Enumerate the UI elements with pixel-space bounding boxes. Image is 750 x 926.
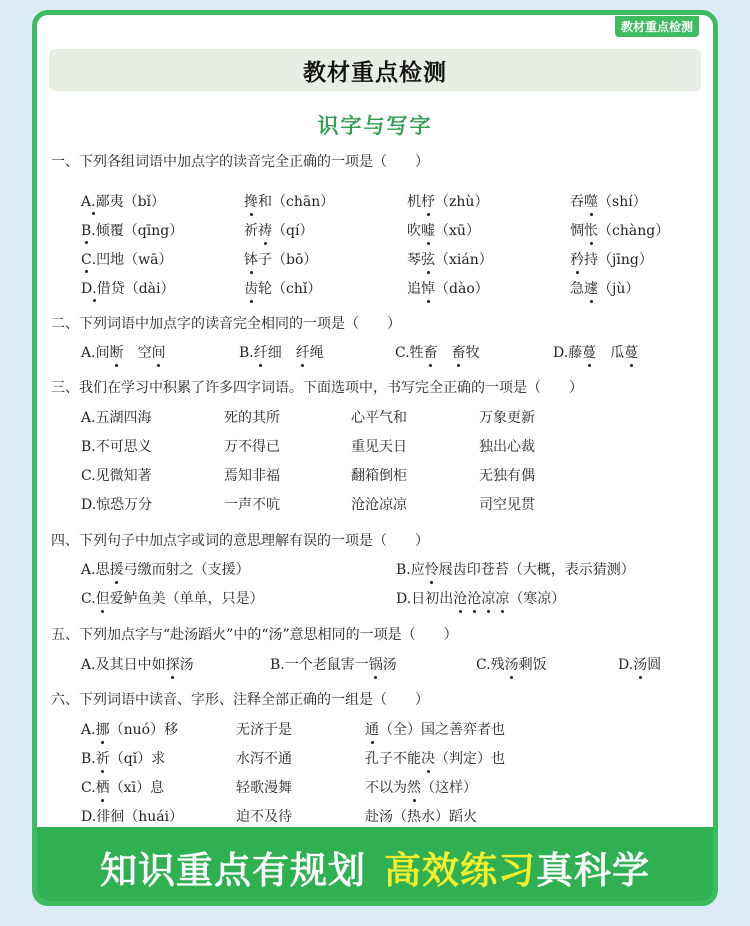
section-title: 识字与写字 (317, 114, 433, 138)
q4-b: B.应怜屐齿印苍苔（大概，表示猜测） (396, 559, 635, 579)
q6-d1: D.徘徊（huái） (81, 806, 183, 826)
q1-b4: 惆怅（chàng） (570, 220, 669, 240)
q3-a2: 死的其所 (224, 410, 280, 426)
q4-d: D.日初出沧沧凉凉（寒凉） (396, 588, 565, 608)
q2-c: C.牲畜 畜牧 (395, 342, 480, 362)
q5-a: A.及其日中如探汤 (81, 654, 194, 674)
q5-b: B.一个老鼠害一锅汤 (270, 654, 397, 674)
slogan-highlight: 高效练习 (384, 848, 536, 892)
q3-b1: B.不可思义 (81, 439, 152, 455)
q6-a2: 无济于是 (236, 722, 292, 738)
q4-stem: 四、下列句子中加点字或词的意思理解有误的一项是（ ） (51, 533, 429, 549)
q1-b1: B.倾覆（qīng） (81, 223, 184, 239)
q6-a1: A.挪（nuó）移 (81, 719, 178, 739)
q1-d3: 追悼（dào） (407, 278, 489, 298)
q6-b2: 水泻不通 (236, 751, 292, 767)
q5-stem: 五、下列加点字与“赴汤蹈火”中的“汤”意思相同的一项是（ ） (51, 627, 458, 643)
q3-c3: 翻箱倒柜 (351, 468, 407, 484)
q6-b3: 孔子不能决（判定）也 (365, 748, 505, 768)
q2-b: B.纤细 纤绳 (239, 342, 324, 362)
q4-c: C.但爱鲈鱼美（单单，只是） (81, 588, 264, 608)
q2-a: A.间断 空间 (81, 342, 166, 362)
q3-a3: 心平气和 (351, 410, 407, 426)
q3-c1: C.见微知著 (81, 468, 152, 484)
q5-c: C.残汤剩饭 (476, 654, 547, 674)
slogan-part-1: 知识重点有规划 (100, 848, 366, 892)
q1-c2: 钵子（bō） (244, 249, 317, 269)
q1-d4: 急遽（jù） (570, 278, 639, 298)
worksheet-card (32, 10, 718, 906)
q6-c3: 不以为然（这样） (365, 777, 477, 797)
q1-a3: 机杼（zhù） (407, 191, 488, 211)
q1-d1: D.借贷（dài） (81, 281, 175, 297)
q1-a4: 吞噬（shí） (570, 191, 647, 211)
q3-b2: 万不得已 (224, 439, 280, 455)
q1-b2: 祈祷（qí） (244, 220, 313, 240)
q2-stem: 二、下列词语中加点字的读音完全相同的一项是（ ） (51, 316, 401, 332)
q6-stem: 六、下列词语中读音、字形、注释全部正确的一组是（ ） (51, 692, 429, 708)
q4-a: A.思援弓缴而射之（支援） (81, 559, 250, 579)
q3-a1: A.五湖四海 (81, 410, 152, 426)
q2-d: D.藤蔓 瓜蔓 (553, 342, 638, 362)
q6-d2: 迫不及待 (236, 809, 292, 825)
q1-b3: 吹嘘（xū） (407, 220, 480, 240)
q1-a2: 搀和（chān） (244, 191, 334, 211)
q6-a3: 通（全）国之善弈者也 (365, 719, 505, 739)
q1-c3: 琴弦（xián） (407, 249, 493, 269)
q6-b1: B.祈（qǐ）求 (81, 748, 165, 768)
q6-d3: 赴汤（热水）蹈火 (365, 806, 477, 826)
q3-d1: D.惊恐万分 (81, 497, 153, 513)
q3-b3: 重见天日 (351, 439, 407, 455)
header-title: 教材重点检测 (303, 59, 447, 86)
header-bar (49, 49, 701, 91)
q3-c4: 无独有偶 (479, 468, 535, 484)
q3-d2: 一声不吭 (224, 497, 280, 513)
q3-b4: 独出心裁 (479, 439, 535, 455)
q1-c4: 矜持（jīng） (570, 249, 653, 269)
q3-d4: 司空见贯 (479, 497, 535, 513)
slogan-banner (37, 827, 713, 906)
q6-c2: 轻歌漫舞 (236, 780, 292, 796)
slogan-part-3: 真科学 (536, 848, 650, 892)
q1-d2: 齿轮（chǐ） (244, 278, 321, 298)
q1-c1: C.凹地（wā） (81, 252, 173, 268)
q3-c2: 焉知非福 (224, 468, 280, 484)
corner-tag: 教材重点检测 (615, 16, 699, 37)
q1-a1: A.鄙夷（bǐ） (81, 194, 166, 210)
q3-stem: 三、我们在学习中积累了许多四字词语。下面选项中，书写完全正确的一项是（ ） (51, 380, 583, 396)
q3-a4: 万象更新 (479, 410, 535, 426)
q5-d: D.汤圆 (618, 654, 661, 674)
q6-c1: C.栖（xī）息 (81, 777, 164, 797)
q3-d3: 沧沧凉凉 (351, 497, 407, 513)
q1-stem: 一、下列各组词语中加点字的读音完全正确的一项是（ ） (51, 154, 429, 170)
